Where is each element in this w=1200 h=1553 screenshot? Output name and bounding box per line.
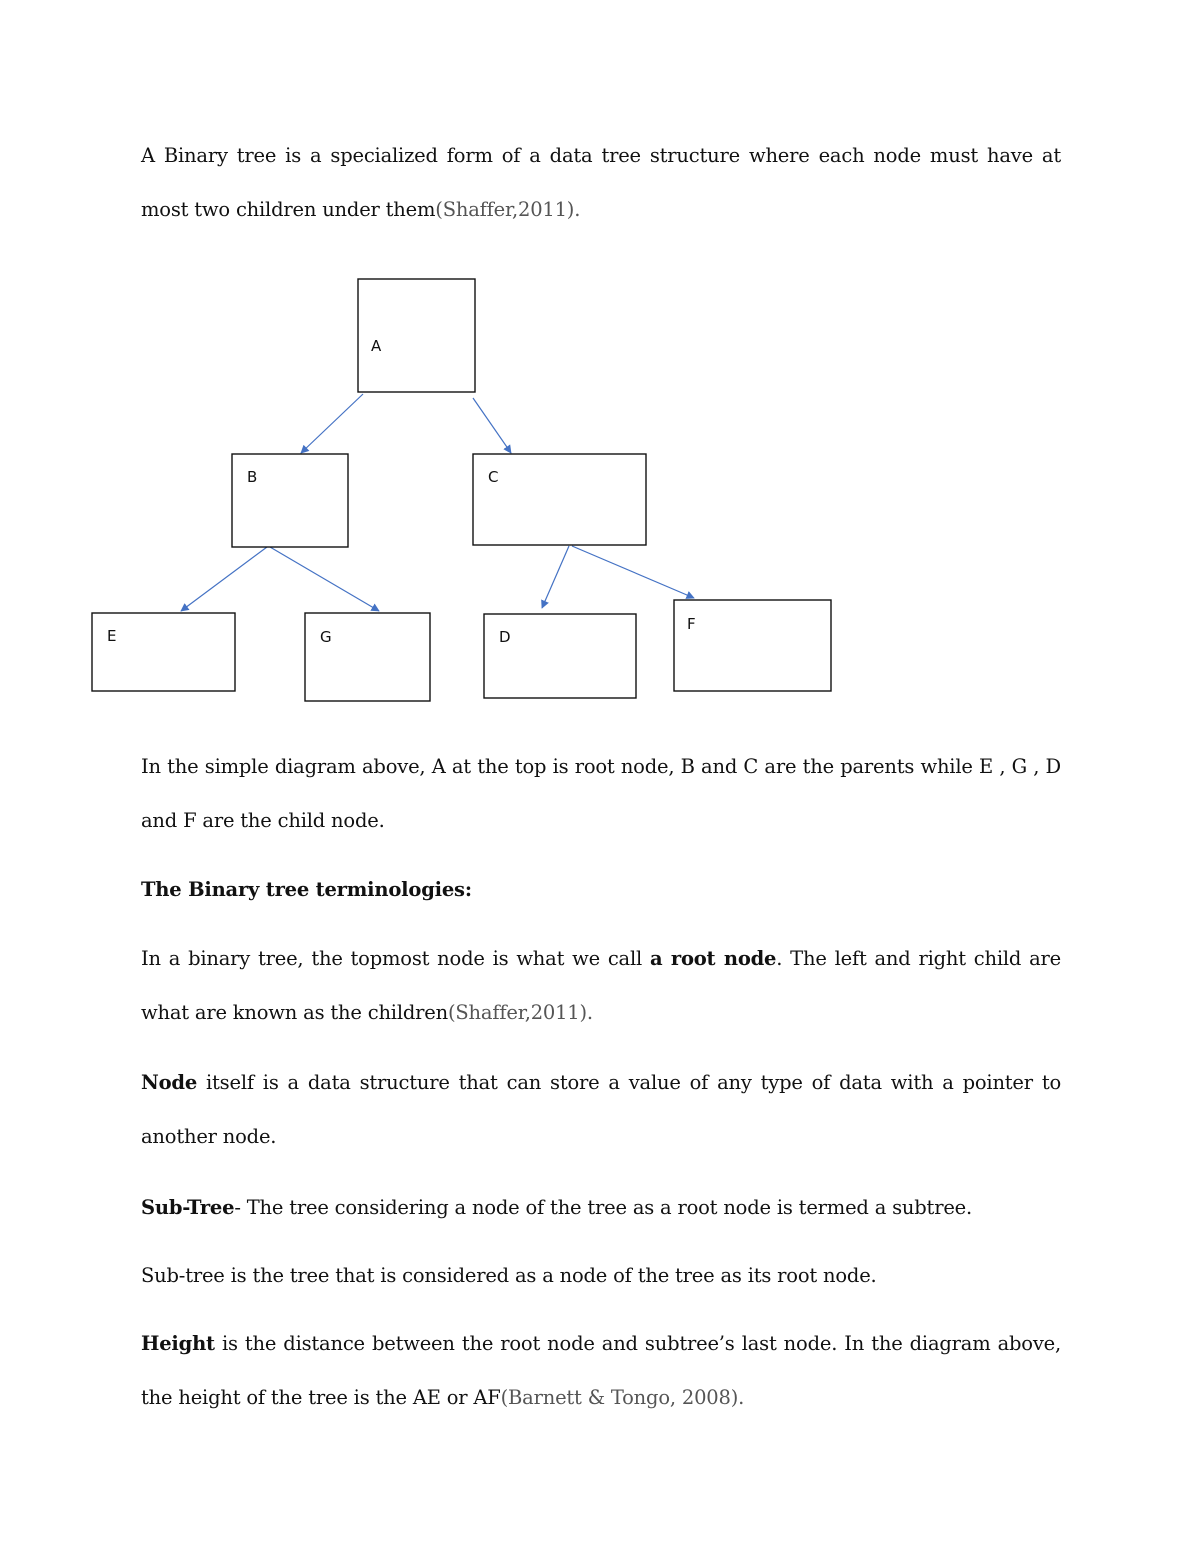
subtree-bold: Sub-Tree bbox=[141, 1196, 235, 1219]
root-node-text-after: . The left and right child are what are known as the children bbox=[141, 947, 1061, 1024]
node-g bbox=[305, 613, 430, 701]
height-text: is the distance between the root node and subtree’s last node. In the diagram above, the height of the tree is the AE or AF bbox=[141, 1332, 1061, 1409]
root-node-text-before: In a binary tree, the topmost node is what we call bbox=[141, 947, 650, 970]
edge-c-d bbox=[542, 546, 569, 608]
terminology-heading bbox=[141, 863, 1061, 917]
node-d-label: D bbox=[499, 628, 511, 646]
node-f-label: F bbox=[687, 615, 696, 633]
node-c bbox=[473, 454, 646, 545]
subtree-2-paragraph: Sub-tree is the tree that is considered as a node of the tree as its root node. bbox=[141, 1264, 877, 1287]
root-node-paragraph bbox=[141, 932, 1061, 1040]
edge-c-f bbox=[572, 546, 694, 598]
node-c-label: C bbox=[488, 468, 499, 486]
node-a bbox=[358, 279, 475, 392]
node-d bbox=[484, 614, 636, 698]
node-g-label: G bbox=[320, 628, 332, 646]
node-e bbox=[92, 613, 235, 691]
subtree-paragraph bbox=[141, 1181, 1061, 1235]
subtree-text: - The tree considering a node of the tree as a root node is termed a subtree. bbox=[234, 1196, 972, 1219]
intro-text: A Binary tree is a specialized form of a data tree structure where each node must have at most two children under them bbox=[141, 144, 1061, 221]
node-text: itself is a data structure that can store a value of any type of data with a pointer to another node. bbox=[141, 1071, 1061, 1148]
node-b-label: B bbox=[247, 468, 258, 486]
explanation-paragraph: In the simple diagram above, A at the top is root node, B and C are the parents while E , G , D and F are the child node. bbox=[141, 755, 1061, 832]
intro-citation: (Shaffer,2011). bbox=[435, 198, 581, 221]
node-a-label: A bbox=[371, 337, 382, 355]
node-b bbox=[232, 454, 348, 547]
edge-a-b bbox=[301, 394, 363, 453]
node-bold: Node bbox=[141, 1071, 198, 1094]
height-citation: (Barnett & Tongo, 2008). bbox=[500, 1386, 745, 1409]
node-f bbox=[674, 600, 831, 691]
terminology-heading-text: The Binary tree terminologies: bbox=[141, 878, 472, 901]
node-e-label: E bbox=[107, 627, 117, 645]
root-node-bold: a root node bbox=[649, 947, 777, 970]
binary-tree-diagram bbox=[0, 0, 1200, 720]
height-bold: Height bbox=[141, 1332, 215, 1355]
root-node-citation: (Shaffer,2011). bbox=[447, 1001, 593, 1024]
height-paragraph bbox=[141, 1317, 1061, 1425]
node-paragraph bbox=[141, 1056, 1061, 1164]
edge-b-e bbox=[181, 547, 267, 611]
edge-a-c bbox=[473, 398, 511, 453]
edge-b-g bbox=[270, 547, 379, 611]
